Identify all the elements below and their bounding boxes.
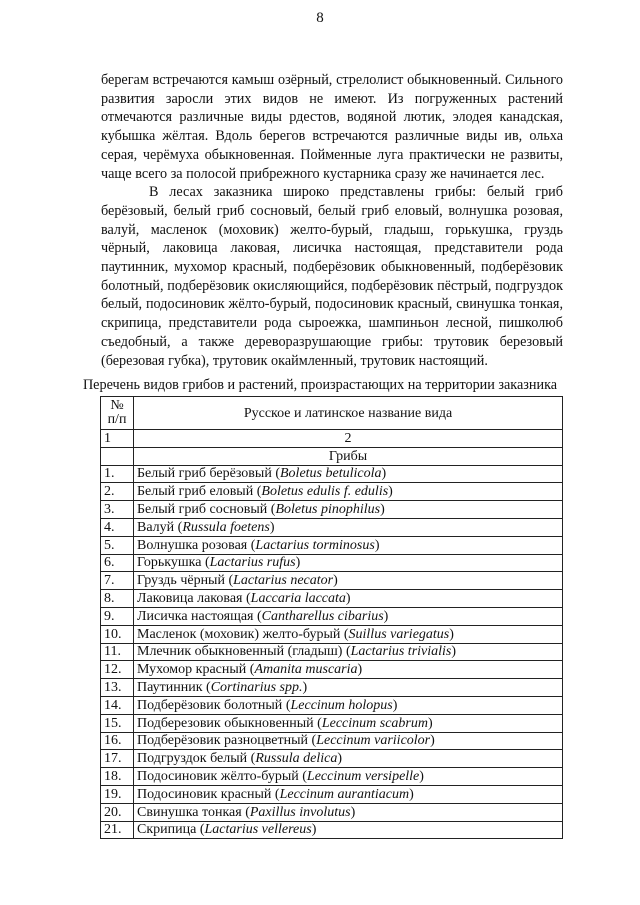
species-name-cell: Подгруздок белый (Russula delica) — [134, 750, 563, 768]
species-latin-name: Leccinum aurantiacum — [279, 786, 410, 802]
species-russian-name: Подосиновик красный — [137, 786, 272, 802]
table-row — [101, 483, 563, 501]
row-number: 20. — [101, 803, 134, 821]
species-latin-name: Lactarius vellereus — [204, 822, 312, 838]
species-russian-name: Скрипица — [137, 822, 197, 838]
species-name-cell: Волнушка розовая (Lactarius torminosus) — [134, 536, 563, 554]
table-header-row — [101, 397, 563, 430]
species-name-cell: Лаковица лаковая (Laccaria laccata) — [134, 590, 563, 608]
species-table — [100, 396, 563, 839]
species-name-cell: Подосиновик красный (Leccinum aurantiacum) — [134, 785, 563, 803]
species-name-cell: Скрипица (Lactarius vellereus) — [134, 821, 563, 839]
table-row — [101, 821, 563, 839]
species-russian-name: Подгруздок белый — [137, 751, 248, 767]
table-row — [101, 590, 563, 608]
table-caption: Перечень видов грибов и растений, произрастающих на территории заказника — [82, 377, 558, 393]
species-name-cell: Горькушка (Lactarius rufus) — [134, 554, 563, 572]
table-row — [101, 768, 563, 786]
species-russian-name: Белый гриб сосновый — [137, 502, 268, 518]
species-latin-name: Suillus variegatus — [348, 626, 450, 642]
row-number: 6. — [101, 554, 134, 572]
table-row — [101, 554, 563, 572]
table-row — [101, 465, 563, 483]
species-latin-name: Leccinum variicolor — [316, 733, 431, 749]
species-name-cell: Подберезовик обыкновенный (Leccinum scabrum) — [134, 714, 563, 732]
species-name-cell: Подберёзовик болотный (Leccinum holopus) — [134, 696, 563, 714]
column-number-row — [101, 430, 563, 448]
species-latin-name: Lactarius torminosus — [255, 537, 375, 553]
table-row — [101, 732, 563, 750]
paragraph-fungi: В лесах заказника широко представлены грибы: белый гриб берёзовый, белый гриб сосновый, белый гриб еловый, волнушка розовая, валуй, масленок (моховик) желто-бурый, гладыш, горькушка, груздь чёрный, лаковица лаковая, лисичка настоящая, представители рода паутинник, мухомор красный, подберёзовик обыкновенный, подберёзовик болотный, подберёзовик окисляющийся, подберёзовик пёстрый, подгруздок белый, подосиновик жёлто-бурый, подосиновик красный, свинушка тонкая, скрипица, представители рода сыроежка, шампиньон лесной, пишколюб съедобный, а также дереворазрушающие грибы: трутовик березовый (березовая губка), трутовик окаймленный, трутовик настоящий. — [101, 184, 563, 369]
species-russian-name: Подберёзовик болотный — [137, 697, 283, 713]
species-russian-name: Белый гриб берёзовый — [137, 466, 272, 482]
species-russian-name: Мухомор красный — [137, 662, 247, 678]
species-latin-name: Leccinum scabrum — [321, 715, 428, 731]
table-row — [101, 518, 563, 536]
row-number: 15. — [101, 714, 134, 732]
table-row — [101, 501, 563, 519]
header-num-label: № п/п — [107, 398, 127, 427]
row-number: 21. — [101, 821, 134, 839]
species-russian-name: Лаковица лаковая — [137, 591, 243, 607]
species-latin-name: Russula foetens — [182, 519, 270, 535]
species-russian-name: Подосиновик жёлто-бурый — [137, 769, 299, 785]
page-number: 8 — [316, 10, 324, 26]
species-name-cell: Свинушка тонкая (Paxillus involutus) — [134, 803, 563, 821]
row-number: 17. — [101, 750, 134, 768]
row-number: 12. — [101, 661, 134, 679]
species-russian-name: Млечник обыкновенный (гладыш) — [137, 644, 343, 660]
species-latin-name: Laccaria laccata — [250, 591, 346, 607]
paragraph-vegetation: берегам встречаются камыш озёрный, стрелолист обыкновенный. Сильного развития заросли этих видов не имеют. Из погруженных растений отмечаются различные виды рдестов, водяной лютик, элодея канадская, кубышка жёлтая. Вдоль берегов встречаются различные виды ив, ольха серая, черёмуха обыкновенная. Пойменные луга практически не развиты, чаще всего за полосой прибрежного кустарника сразу же начинается лес. — [101, 72, 563, 182]
table-row — [101, 536, 563, 554]
species-latin-name: Boletus betulicola — [280, 466, 382, 482]
species-name-cell: Подберёзовик разноцветный (Leccinum variicolor) — [134, 732, 563, 750]
row-number: 1. — [101, 465, 134, 483]
row-number: 8. — [101, 590, 134, 608]
table-row — [101, 607, 563, 625]
table-row — [101, 679, 563, 697]
species-latin-name: Leccinum holopus — [290, 697, 393, 713]
species-latin-name: Cortinarius spp. — [210, 680, 303, 696]
row-number: 13. — [101, 679, 134, 697]
species-latin-name: Lactarius necator — [233, 573, 334, 589]
species-russian-name: Валуй — [137, 519, 175, 535]
species-name-cell: Млечник обыкновенный (гладыш) (Lactarius trivialis) — [134, 643, 563, 661]
species-russian-name: Свинушка тонкая — [137, 804, 242, 820]
row-number: 11. — [101, 643, 134, 661]
table-row — [101, 785, 563, 803]
species-latin-name: Boletus edulis f. edulis — [261, 484, 389, 500]
row-number: 16. — [101, 732, 134, 750]
species-name-cell: Паутинник (Cortinarius spp.) — [134, 679, 563, 697]
species-name-cell: Белый гриб берёзовый (Boletus betulicola) — [134, 465, 563, 483]
species-latin-name: Lactarius trivialis — [350, 644, 452, 660]
column-number-2: 2 — [134, 430, 563, 448]
group-num-cell — [101, 447, 134, 465]
row-number: 9. — [101, 607, 134, 625]
table-row — [101, 661, 563, 679]
body-text — [101, 71, 563, 370]
row-number: 3. — [101, 501, 134, 519]
row-number: 10. — [101, 625, 134, 643]
species-name-cell: Лисичка настоящая (Cantharellus cibarius) — [134, 607, 563, 625]
species-russian-name: Волнушка розовая — [137, 537, 248, 553]
table-row — [101, 625, 563, 643]
species-latin-name: Cantharellus cibarius — [261, 608, 384, 624]
species-russian-name: Подберезовик обыкновенный — [137, 715, 314, 731]
species-name-cell: Белый гриб еловый (Boletus edulis f. edulis) — [134, 483, 563, 501]
table-row — [101, 696, 563, 714]
row-number: 7. — [101, 572, 134, 590]
group-row-fungi — [101, 447, 563, 465]
species-russian-name: Груздь чёрный — [137, 573, 225, 589]
row-number: 4. — [101, 518, 134, 536]
row-number: 14. — [101, 696, 134, 714]
species-russian-name: Паутинник — [137, 680, 203, 696]
row-number: 2. — [101, 483, 134, 501]
species-latin-name: Boletus pinophilus — [275, 502, 381, 518]
table-row — [101, 803, 563, 821]
species-name-cell: Валуй (Russula foetens) — [134, 518, 563, 536]
table-row — [101, 750, 563, 768]
species-name-cell: Масленок (моховик) желто-бурый (Suillus variegatus) — [134, 625, 563, 643]
species-russian-name: Масленок (моховик) желто-бурый — [137, 626, 341, 642]
column-number-1: 1 — [101, 430, 134, 448]
table-row — [101, 643, 563, 661]
header-num-cell — [101, 397, 134, 430]
species-russian-name: Лисичка настоящая — [137, 608, 254, 624]
table-row — [101, 572, 563, 590]
species-latin-name: Russula delica — [255, 751, 338, 767]
species-russian-name: Подберёзовик разноцветный — [137, 733, 309, 749]
header-name-cell: Русское и латинское название вида — [134, 397, 563, 430]
row-number: 19. — [101, 785, 134, 803]
row-number: 18. — [101, 768, 134, 786]
table-row — [101, 714, 563, 732]
species-russian-name: Горькушка — [137, 555, 202, 571]
species-russian-name: Белый гриб еловый — [137, 484, 254, 500]
species-name-cell: Белый гриб сосновый (Boletus pinophilus) — [134, 501, 563, 519]
species-latin-name: Leccinum versipelle — [306, 769, 420, 785]
species-name-cell: Мухомор красный (Amanita muscaria) — [134, 661, 563, 679]
species-name-cell: Подосиновик жёлто-бурый (Leccinum versipelle) — [134, 768, 563, 786]
group-title: Грибы — [134, 447, 563, 465]
row-number: 5. — [101, 536, 134, 554]
species-latin-name: Paxillus involutus — [249, 804, 351, 820]
species-latin-name: Amanita muscaria — [254, 662, 358, 678]
species-latin-name: Lactarius rufus — [209, 555, 296, 571]
species-name-cell: Груздь чёрный (Lactarius necator) — [134, 572, 563, 590]
